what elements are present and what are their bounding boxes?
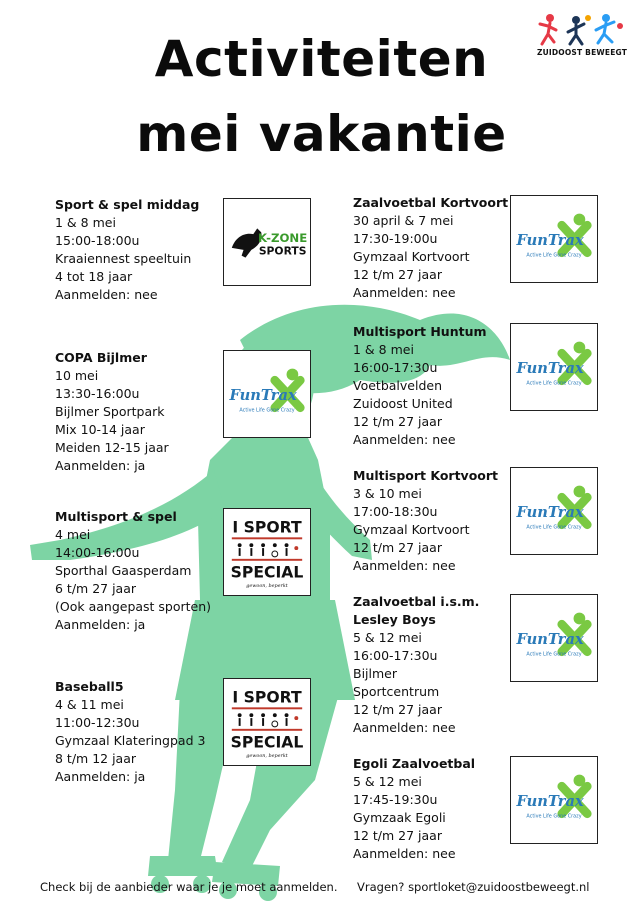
activity-line: 5 & 12 mei <box>353 774 422 789</box>
activity-sport-spel-middag <box>55 196 199 304</box>
activity-line: 30 april & 7 mei <box>353 213 454 228</box>
page-title-line1: Activiteiten <box>154 30 489 88</box>
activity-line: 15:00-18:00u <box>55 233 140 248</box>
i-sport-special-logo <box>223 508 311 596</box>
activity-line: Aanmelden: nee <box>353 432 456 447</box>
svg-text:gewoon, beperkt: gewoon, beperkt <box>246 753 288 760</box>
activity-line: 4 & 11 mei <box>55 697 124 712</box>
activity-line: Aanmelden: ja <box>55 617 146 632</box>
activity-line: Bijlmer <box>353 666 398 681</box>
activity-line: 12 t/m 27 jaar <box>353 540 442 555</box>
svg-text:Active Life Gone Crazy: Active Life Gone Crazy <box>526 651 582 658</box>
activity-line: Sportcentrum <box>353 684 440 699</box>
svg-text:I SPORT: I SPORT <box>232 687 302 707</box>
footer-note: Check bij de aanbieder waar je je moet aanmelden. <box>40 880 338 894</box>
funtrax-logo <box>510 323 598 411</box>
activity-line: 12 t/m 27 jaar <box>353 702 442 717</box>
activity-copa-bijlmer <box>55 349 169 475</box>
activity-line: 17:30-19:00u <box>353 231 438 246</box>
activity-name: Multisport Huntum <box>353 324 487 339</box>
activity-line: Aanmelden: nee <box>55 287 158 302</box>
funtrax-logo <box>510 594 598 682</box>
activity-zaalvoetbal-kortvoort <box>353 194 508 302</box>
activity-line: Gymzaal Kortvoort <box>353 522 470 537</box>
activity-multisport-spel <box>55 508 211 634</box>
svg-text:gewoon, beperkt: gewoon, beperkt <box>246 583 288 590</box>
activity-line: 12 t/m 27 jaar <box>353 267 442 282</box>
activity-line: 16:00-17:30u <box>353 360 438 375</box>
funtrax-logo <box>510 756 598 844</box>
para-sport-figures-icon <box>238 543 299 557</box>
svg-text:SPORTS: SPORTS <box>258 244 307 258</box>
page-title-line2: mei vakantie <box>136 105 507 163</box>
activity-line: Gymzaal Klateringpad 3 <box>55 733 206 748</box>
activity-line: 12 t/m 27 jaar <box>353 828 442 843</box>
svg-text:K-ZONE: K-ZONE <box>258 231 308 245</box>
activity-name: Multisport & spel <box>55 509 177 524</box>
activity-line: Sporthal Gaasperdam <box>55 563 192 578</box>
svg-text:Active Life Gone Crazy: Active Life Gone Crazy <box>526 524 582 531</box>
activity-name: Zaalvoetbal Kortvoort <box>353 195 509 210</box>
activity-line: Zuidoost United <box>353 396 453 411</box>
svg-text:FunTrax: FunTrax <box>516 231 584 249</box>
svg-text:FunTrax: FunTrax <box>516 792 584 810</box>
activity-line: 6 t/m 27 jaar <box>55 581 136 596</box>
brand-name: ZUIDOOST BEWEEGT <box>536 48 628 57</box>
activity-line: Gymzaal Kortvoort <box>353 249 470 264</box>
svg-text:Active Life Gone Crazy: Active Life Gone Crazy <box>526 380 582 387</box>
activity-name: COPA Bijlmer <box>55 350 147 365</box>
activity-egoli-zaalvoetbal <box>353 755 475 863</box>
footer-contact[interactable]: Vragen? sportloket@zuidoostbeweegt.nl <box>357 880 590 894</box>
activity-line: 12 t/m 27 jaar <box>353 414 442 429</box>
activity-line: 10 mei <box>55 368 99 383</box>
activity-baseball5 <box>55 678 205 786</box>
activity-line: Gymzaak Egoli <box>353 810 446 825</box>
funtrax-logo <box>223 350 311 438</box>
activity-line: 4 tot 18 jaar <box>55 269 133 284</box>
activity-line: 8 t/m 12 jaar <box>55 751 136 766</box>
activity-line: Aanmelden: nee <box>353 285 456 300</box>
kzone-sports-logo <box>223 198 311 286</box>
activity-name: Sport & spel middag <box>55 197 200 212</box>
activity-line: 1 & 8 mei <box>55 215 116 230</box>
activity-line: 1 & 8 mei <box>353 342 414 357</box>
activity-name: Multisport Kortvoort <box>353 468 499 483</box>
svg-text:I SPORT: I SPORT <box>232 517 302 537</box>
svg-text:FunTrax: FunTrax <box>516 359 584 377</box>
i-sport-special-logo <box>223 678 311 766</box>
svg-text:FunTrax: FunTrax <box>516 630 584 648</box>
activity-name: Baseball5 <box>55 679 124 694</box>
svg-text:Active Life Gone Crazy: Active Life Gone Crazy <box>239 407 295 414</box>
activity-line: Aanmelden: nee <box>353 846 456 861</box>
activity-line: Voetbalvelden <box>353 378 442 393</box>
activity-name-continued: Lesley Boys <box>353 612 436 627</box>
activity-line: 16:00-17:30u <box>353 648 438 663</box>
activity-line: Aanmelden: nee <box>353 558 456 573</box>
funtrax-logo <box>510 467 598 555</box>
activity-line: Mix 10-14 jaar <box>55 422 145 437</box>
svg-text:SPECIAL: SPECIAL <box>230 732 304 752</box>
activity-line: Aanmelden: ja <box>55 458 146 473</box>
activity-line: 14:00-16:00u <box>55 545 140 560</box>
sport-figures-icon <box>536 12 628 46</box>
svg-text:Active Life Gone Crazy: Active Life Gone Crazy <box>526 252 582 259</box>
zuidoost-beweegt-logo <box>532 12 632 57</box>
activity-line: Meiden 12-15 jaar <box>55 440 169 455</box>
activity-line: Bijlmer Sportpark <box>55 404 165 419</box>
activity-line: 11:00-12:30u <box>55 715 140 730</box>
svg-text:SPECIAL: SPECIAL <box>230 562 304 582</box>
activity-line: 13:30-16:00u <box>55 386 140 401</box>
funtrax-logo <box>510 195 598 283</box>
activity-line: 5 & 12 mei <box>353 630 422 645</box>
para-sport-figures-icon <box>238 713 299 727</box>
activity-line: Aanmelden: ja <box>55 769 146 784</box>
activity-zaalvoetbal-lesley-boys <box>353 593 479 737</box>
activity-multisport-kortvoort <box>353 467 498 575</box>
activity-line: Aanmelden: nee <box>353 720 456 735</box>
activity-multisport-huntum <box>353 323 487 449</box>
activity-line: 17:00-18:30u <box>353 504 438 519</box>
svg-text:FunTrax: FunTrax <box>229 386 297 404</box>
svg-text:Active Life Gone Crazy: Active Life Gone Crazy <box>526 813 582 820</box>
activity-name: Zaalvoetbal i.s.m. <box>353 594 480 609</box>
activity-line: 4 mei <box>55 527 91 542</box>
svg-text:FunTrax: FunTrax <box>516 503 584 521</box>
activity-line: (Ook aangepast sporten) <box>55 599 212 614</box>
activity-line: Kraaiennest speeltuin <box>55 251 192 266</box>
activity-line: 3 & 10 mei <box>353 486 422 501</box>
activity-line: 17:45-19:30u <box>353 792 438 807</box>
activity-name: Egoli Zaalvoetbal <box>353 756 476 771</box>
